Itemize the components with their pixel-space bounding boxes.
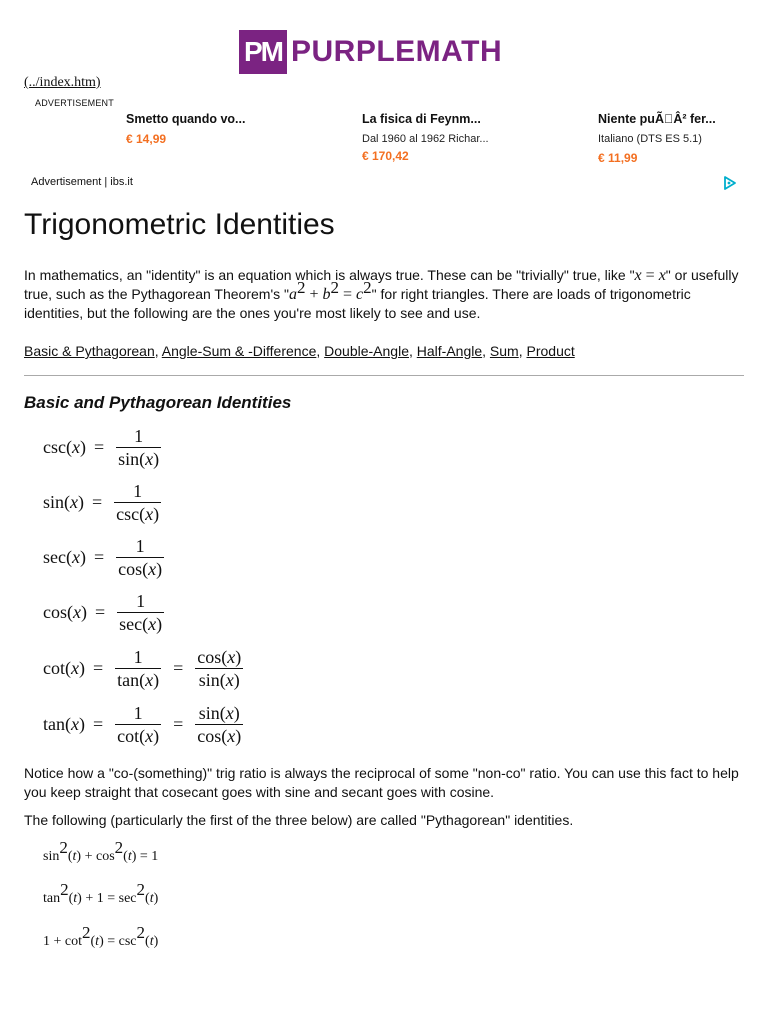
denominator: [116, 558, 164, 580]
math-var: x: [634, 267, 642, 284]
notice-paragraph: Notice how a "co-(something)" trig ratio is always the reciprocal of some "non-co" ratio. You can use this fact to help you keep straight that cosecant goes with sine and secant goes with cosine.: [24, 765, 739, 800]
math-var: x: [145, 449, 154, 469]
equals-sign: =: [95, 602, 106, 622]
paren: ): [153, 449, 160, 469]
math-var: x: [70, 658, 79, 678]
math-var: x: [658, 267, 666, 284]
math-var: x: [148, 559, 157, 579]
numerator: 1: [136, 591, 146, 611]
fn: sec(: [119, 614, 149, 634]
nav-link-half-angle[interactable]: Half-Angle: [416, 343, 483, 359]
denominator: [117, 613, 164, 635]
fn: sin: [43, 849, 60, 864]
fraction: [115, 646, 161, 691]
paren: ): [78, 492, 84, 512]
page-title: Trigonometric Identities: [24, 208, 335, 241]
exponent: 2: [363, 278, 372, 297]
ad-title[interactable]: Niente puÃ Â² fer...: [598, 112, 716, 126]
paren: ): [153, 726, 160, 746]
math-eq: =: [641, 267, 659, 284]
equals-sign: =: [93, 547, 105, 567]
math-var: b: [322, 286, 331, 303]
ad-card[interactable]: [362, 112, 572, 163]
exponent: 2: [82, 923, 91, 942]
math-var: x: [70, 714, 79, 734]
formula-cot: [43, 646, 247, 691]
math-var: t: [127, 849, 132, 864]
fn: sin(: [198, 703, 226, 723]
denominator: [116, 448, 161, 470]
fn: sin(: [198, 670, 226, 690]
paren: ): [156, 614, 163, 634]
nav-link-double-angle[interactable]: Double-Angle: [324, 343, 409, 359]
formula-sec: [43, 535, 168, 580]
fraction: [116, 425, 161, 470]
fn: sin(: [118, 449, 146, 469]
paren: ): [79, 547, 86, 567]
fn-lhs: cos(: [43, 602, 73, 622]
numerator: [197, 702, 242, 724]
fn: cos(: [197, 647, 228, 667]
math-var: c: [356, 286, 364, 303]
fn: cos(: [197, 726, 228, 746]
numerator: [195, 646, 243, 668]
numerator: 1: [134, 426, 144, 446]
fraction: [116, 535, 164, 580]
fn: 1 + cot: [43, 934, 82, 949]
math-var: x: [145, 504, 154, 524]
fn: = csc: [103, 934, 137, 949]
logo-mark: PM: [239, 30, 287, 74]
equals-sign: =: [92, 658, 104, 678]
paren: ): [156, 559, 163, 579]
pythagorean-theorem: $a^2 + b^2 = c^2$: [288, 278, 372, 303]
equals-sign: =: [173, 714, 184, 734]
math-var: t: [73, 891, 78, 906]
ad-price: € 14,99: [126, 132, 167, 146]
fn: csc(: [116, 504, 146, 524]
intro-text-1: In mathematics, an "identity" is an equation which is always true. These can be "trivially" true, like ": [24, 267, 635, 283]
formula-cos: [43, 590, 168, 635]
fn: + 1 = sec: [81, 891, 137, 906]
math-var: t: [95, 934, 100, 949]
math-var: x: [71, 437, 80, 457]
nav-link-angle-sum[interactable]: Angle-Sum & -Difference: [161, 343, 317, 359]
fn: + cos: [81, 849, 115, 864]
equals-sign: =: [173, 658, 184, 678]
math-var: t: [149, 891, 154, 906]
fn-lhs: sec(: [43, 547, 72, 567]
numerator: 1: [133, 703, 143, 723]
equals-sign: =: [92, 714, 104, 734]
denominator: [115, 725, 161, 747]
exponent: 2: [114, 838, 124, 857]
math-var: a: [288, 286, 297, 303]
equals-sign: =: [92, 492, 103, 512]
exponent: 2: [136, 923, 146, 942]
home-link[interactable]: (../index.htm): [24, 75, 101, 90]
ad-card[interactable]: [126, 112, 336, 146]
formula-csc: [43, 425, 165, 470]
exponent: 2: [60, 880, 69, 899]
section-heading: Basic and Pythagorean Identities: [24, 393, 292, 412]
fraction: [195, 646, 243, 691]
fn-lhs: tan(: [43, 714, 71, 734]
fraction: [115, 702, 161, 747]
math-var: x: [227, 726, 236, 746]
paren: ): [235, 647, 242, 667]
ad-title[interactable]: Smetto quando vo...: [126, 112, 246, 126]
paren: ): [78, 658, 85, 678]
math-var: x: [145, 670, 154, 690]
math-var: x: [70, 492, 78, 512]
math-var: x: [227, 647, 236, 667]
pythagorean-identity-2: $\tan^2(t) + 1 = \sec^2(t)$: [43, 880, 159, 906]
formula-tan: [43, 702, 247, 747]
numerator: 1: [135, 536, 145, 556]
math-var: t: [149, 934, 154, 949]
ad-price: € 170,42: [362, 149, 409, 163]
equals-sign: =: [93, 437, 105, 457]
fn-lhs: csc(: [43, 437, 72, 457]
paren: ): [233, 703, 240, 723]
adchoices-icon[interactable]: [722, 176, 738, 190]
advertisement-label: ADVERTISEMENT: [35, 98, 114, 108]
nav-link-basic-pythagorean[interactable]: Basic & Pythagorean: [24, 343, 155, 359]
paren: ): [233, 670, 240, 690]
fn: cot(: [117, 726, 146, 746]
logo-text: PURPLEMATH: [291, 35, 503, 68]
pythagorean-identity-1: $\sin^2(t) + \cos^2(t) = 1$: [43, 838, 159, 864]
intro-paragraph: [24, 266, 744, 323]
purplemath-logo[interactable]: [239, 30, 502, 74]
ad-subtitle: Italiano (DTS ES 5.1): [598, 133, 702, 145]
numerator: 1: [133, 481, 143, 501]
math-var: x: [73, 602, 81, 622]
exponent: 2: [59, 838, 68, 857]
math-var: x: [225, 703, 234, 723]
paren: ): [235, 726, 242, 746]
exponent: 2: [296, 278, 306, 297]
paren: ): [153, 504, 160, 524]
denominator: [115, 669, 161, 691]
paren: ): [153, 670, 160, 690]
fraction: [114, 480, 161, 525]
fn: cos(: [118, 559, 149, 579]
ad-subtitle: Dal 1960 al 1962 Richar...: [362, 133, 489, 145]
math-var: x: [225, 670, 234, 690]
ad-footer[interactable]: Advertisement | ibs.it: [31, 176, 133, 188]
fn-lhs: sin(: [43, 492, 70, 512]
intro-text-3: " for right triangles. There are loads of trigonometric identities, but the following are the ones you're most likely to see and use.: [24, 286, 691, 321]
divider: [24, 375, 744, 376]
paren: ): [79, 437, 86, 457]
section-nav: Basic & Pythagorean, Angle-Sum & -Difference, Double-Angle, Half-Angle, Sum, Product: [24, 343, 575, 359]
numerator: 1: [133, 647, 143, 667]
exponent: 2: [330, 278, 340, 297]
fraction: [117, 590, 164, 635]
paren: ): [78, 714, 85, 734]
fn: tan: [43, 891, 61, 906]
intro-text-2: " or usefully true, such as the Pythagorean Theorem's ": [24, 267, 739, 302]
rhs: = 1: [136, 849, 159, 864]
pythagorean-identity-3: $1 + \cot^2(t) = \csc^2(t)$: [43, 923, 159, 949]
fn: tan(: [117, 670, 146, 690]
math-var: x: [71, 547, 80, 567]
fn-lhs: cot(: [43, 658, 71, 678]
following-paragraph: The following (particularly the first of the three below) are called "Pythagorean" identities.: [24, 812, 574, 828]
nav-link-sum[interactable]: Sum: [489, 343, 519, 359]
nav-link-product[interactable]: Product: [526, 343, 575, 359]
math-var: t: [72, 849, 77, 864]
denominator: [197, 669, 242, 691]
denominator: [114, 503, 161, 525]
ad-title[interactable]: La fisica di Feynm...: [362, 112, 481, 126]
formula-sin: [43, 480, 165, 525]
denominator: [195, 725, 243, 747]
fraction: [195, 702, 243, 747]
ad-price: € 11,99: [598, 151, 638, 165]
math-var: x: [145, 726, 154, 746]
ad-card[interactable]: [598, 112, 768, 165]
paren: ): [81, 602, 87, 622]
math-var: x: [148, 614, 157, 634]
exponent: 2: [136, 880, 146, 899]
